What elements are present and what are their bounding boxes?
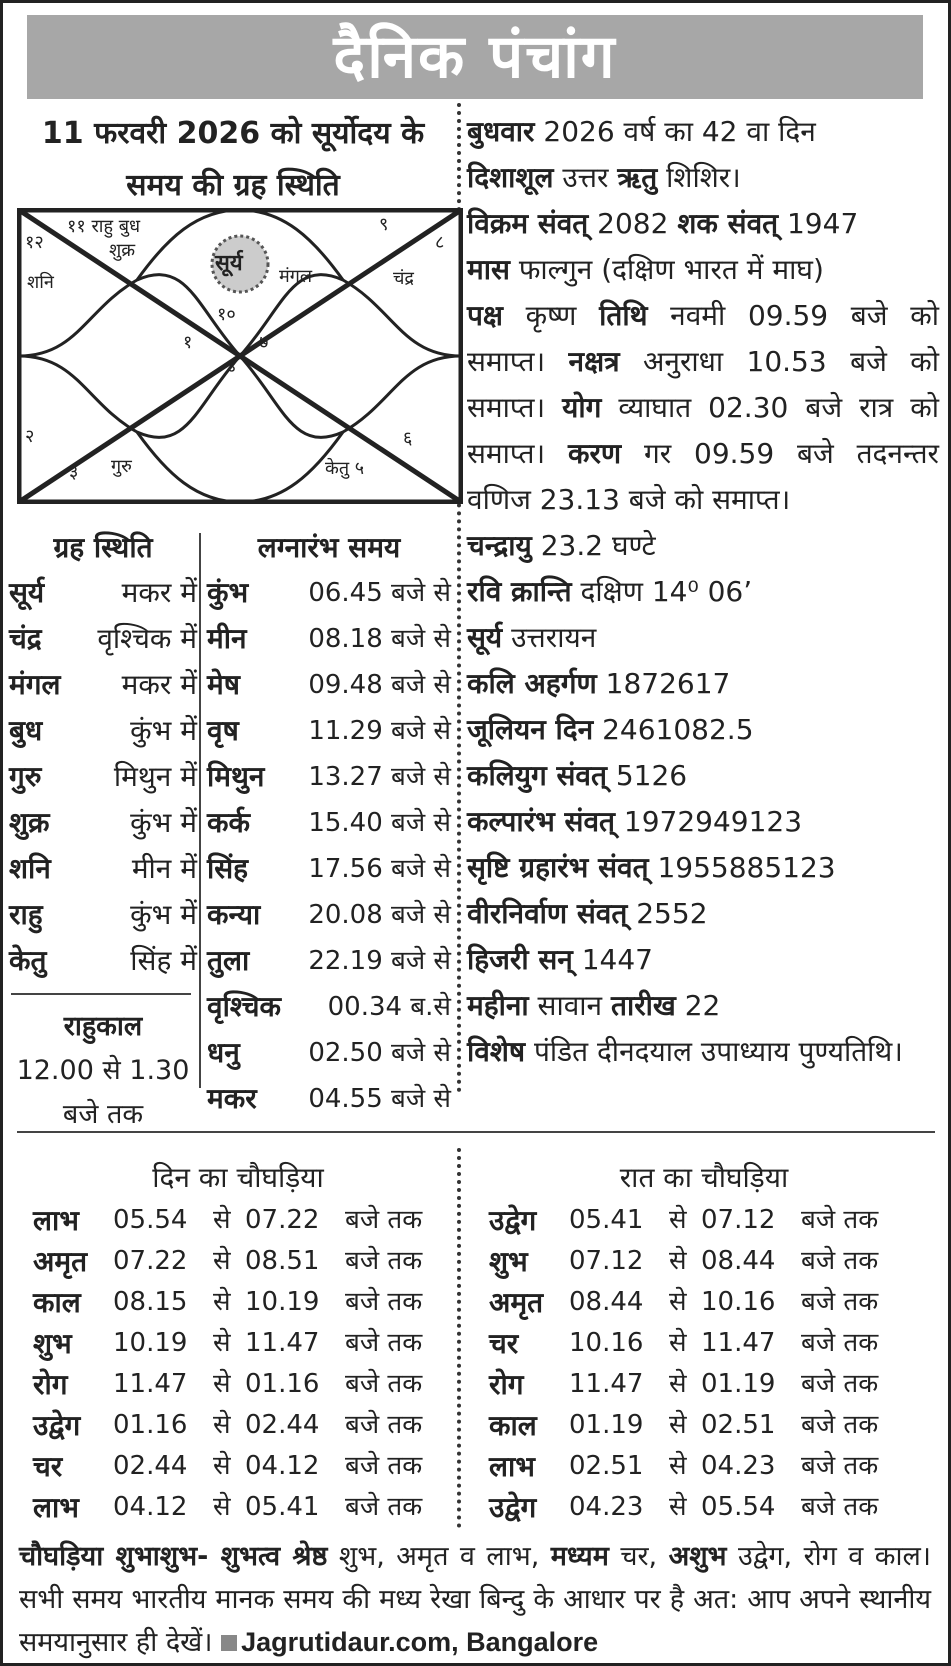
lagna-name: वृश्चिक <box>207 990 282 1023</box>
banner-title: दैनिक पंचांग <box>27 15 923 99</box>
graha-row <box>9 754 197 800</box>
choghadiya-name: काल <box>33 1286 81 1319</box>
baje-tak-label: बजे तक <box>345 1451 423 1481</box>
info-text: जूलियन दिन <box>467 713 594 746</box>
end-time: 01.19 <box>701 1369 776 1399</box>
info-text: करण <box>567 437 622 470</box>
info-text: 1447 <box>572 943 653 976</box>
info-text: मध्यम <box>550 1541 609 1572</box>
baje-tak-label: बजे तक <box>345 1369 423 1399</box>
end-time: 08.51 <box>245 1246 320 1276</box>
end-time: 01.16 <box>245 1369 320 1399</box>
choghadiya-name: काल <box>489 1409 537 1442</box>
choghadiya-name: उद्वेग <box>33 1409 81 1442</box>
lagna-row <box>207 800 451 846</box>
se-label: से <box>669 1205 687 1235</box>
kundali-text: शुक्र <box>109 240 136 261</box>
baje-tak-label: बजे तक <box>801 1451 879 1481</box>
se-label: से <box>669 1287 687 1317</box>
choghadiya-row <box>33 1405 443 1446</box>
se-label: से <box>213 1246 231 1276</box>
lagna-name: मेष <box>207 668 240 701</box>
brand-label: Jagrutidaur.com, Bangalore <box>241 1627 599 1657</box>
choghadiya-name: शुभ <box>489 1245 528 1278</box>
baje-tak-label: बजे तक <box>345 1410 423 1440</box>
kundali-text: ११ राहु बुध <box>67 216 141 237</box>
info-text: तिथि <box>599 299 648 332</box>
baje-tak-label: बजे तक <box>801 1369 879 1399</box>
lagna-time: 08.18 बजे से <box>308 624 451 654</box>
info-text: नक्षत्र <box>568 345 620 378</box>
lagna-name: वृष <box>207 714 239 747</box>
planet-rashi: कुंभ में <box>130 898 197 931</box>
kundali-text: गुरु <box>111 456 132 477</box>
info-text: मास <box>467 253 510 286</box>
end-time: 08.44 <box>701 1246 776 1276</box>
choghadiya-row <box>489 1323 919 1364</box>
rahukal-title: राहुकाल <box>63 1011 143 1042</box>
info-text: रवि क्रान्ति <box>467 575 572 608</box>
choghadiya-name: रोग <box>33 1368 68 1401</box>
table-divider <box>199 533 201 1088</box>
info-text: विक्रम संवत् <box>467 207 589 240</box>
graha-row <box>9 800 197 846</box>
start-time: 10.16 <box>569 1328 644 1358</box>
lagna-row <box>207 708 451 754</box>
planet-name: केतु <box>9 944 47 977</box>
info-text: शक संवत् <box>677 207 779 240</box>
info-text: नवमी 09.59 बजे को समाप्त। <box>467 299 939 378</box>
choghadiya-name: चर <box>489 1327 519 1360</box>
lagna-time: 17.56 बजे से <box>308 854 451 884</box>
kundali-text: १ <box>183 332 193 353</box>
info-text: तारीख <box>611 989 676 1022</box>
lagna-time: 00.34 ब.से <box>327 992 451 1022</box>
info-text: कलि अहर्गण <box>467 667 597 700</box>
choghadiya-name: लाभ <box>489 1450 535 1483</box>
graha-row <box>9 708 197 754</box>
info-text: व्याघात 02.30 बजे रात्र को समाप्त। <box>467 391 939 470</box>
lagna-name: मिथुन <box>207 760 265 793</box>
baje-tak-label: बजे तक <box>345 1328 423 1358</box>
lagna-row <box>207 754 451 800</box>
graha-row <box>9 570 197 616</box>
info-text: चर, <box>608 1541 669 1572</box>
lagna-table <box>207 528 451 1122</box>
lagna-name: कर्क <box>207 806 251 839</box>
info-text: चौघड़िया शुभाशुभ- शुभत्व श्रेष्ठ <box>19 1541 328 1572</box>
end-time: 07.12 <box>701 1205 776 1235</box>
lagna-header: लग्नारंभ समय <box>257 531 401 564</box>
choghadiya-row <box>33 1282 443 1323</box>
rahukal-time: 12.00 से 1.30 <box>16 1055 190 1086</box>
planet-rashi: कुंभ में <box>130 714 197 747</box>
choghadiya-name: लाभ <box>33 1491 79 1524</box>
se-label: से <box>669 1410 687 1440</box>
divider <box>11 993 191 995</box>
baje-tak-label: बजे तक <box>345 1205 423 1235</box>
start-time: 01.19 <box>569 1410 644 1440</box>
choghadiya-row <box>489 1364 919 1405</box>
planet-name: चंद्र <box>9 622 42 655</box>
choghadiya-row <box>489 1200 919 1241</box>
choghadiya-row <box>489 1282 919 1323</box>
info-text: विशेष <box>467 1035 526 1068</box>
lagna-time: 11.29 बजे से <box>308 716 451 746</box>
end-time: 04.12 <box>245 1451 320 1481</box>
start-time: 08.44 <box>569 1287 644 1317</box>
choghadiya-row <box>33 1487 443 1528</box>
start-time: 02.51 <box>569 1451 644 1481</box>
info-text: कलियुग संवत् <box>467 759 607 792</box>
info-text: गर 09.59 बजे तदनन्तर वणिज 23.13 बजे को समाप्त। <box>467 437 939 516</box>
lagna-row <box>207 1030 451 1076</box>
lagna-name: कुंभ <box>207 576 249 609</box>
choghadiya-row <box>33 1241 443 1282</box>
se-label: से <box>669 1328 687 1358</box>
rahukal-box <box>9 1005 197 1137</box>
column-divider <box>457 1148 461 1528</box>
lagna-time: 09.48 बजे से <box>308 670 451 700</box>
start-time: 04.23 <box>569 1492 644 1522</box>
lagna-name: सिंह <box>207 852 249 885</box>
choghadiya-name: रोग <box>489 1368 524 1401</box>
planet-rashi: मीन में <box>131 852 197 885</box>
kundali-text: मंगल <box>279 266 313 287</box>
info-text: ऋतु <box>617 161 658 194</box>
se-label: से <box>213 1451 231 1481</box>
kundali-text: केतु ५ <box>325 458 365 479</box>
lagna-time: 13.27 बजे से <box>308 762 451 792</box>
info-text: उत्तरायन <box>502 621 597 654</box>
info-text: शुभ, अमृत व लाभ, <box>327 1541 551 1572</box>
baje-tak-label: बजे तक <box>801 1205 879 1235</box>
choghadiya-name: उद्वेग <box>489 1204 537 1237</box>
info-text: बुधवार <box>467 115 535 148</box>
info-text: 1872617 <box>596 667 731 700</box>
se-label: से <box>213 1492 231 1522</box>
choghadiya-name: अमृत <box>33 1245 88 1278</box>
start-time: 07.12 <box>569 1246 644 1276</box>
end-time: 10.19 <box>245 1287 320 1317</box>
info-text: योग <box>562 391 602 424</box>
din-choghadiya <box>33 1158 443 1528</box>
se-label: से <box>669 1246 687 1276</box>
baje-tak-label: बजे तक <box>801 1410 879 1440</box>
choghadiya-row <box>489 1487 919 1528</box>
info-text: 2552 <box>627 897 708 930</box>
info-text: 1972949123 <box>615 805 803 838</box>
din-header: दिन का चौघड़िया <box>152 1161 324 1194</box>
lagna-time: 22.19 बजे से <box>308 946 451 976</box>
info-text: हिजरी सन् <box>467 943 573 976</box>
info-text: 1955885123 <box>648 851 836 884</box>
info-text: 2026 वर्ष का 42 वा दिन <box>534 115 816 148</box>
graha-row <box>9 662 197 708</box>
se-label: से <box>213 1205 231 1235</box>
kundali-text: १० <box>217 304 236 325</box>
end-time: 07.22 <box>245 1205 320 1235</box>
info-text: 5126 <box>606 759 688 792</box>
se-label: से <box>669 1451 687 1481</box>
se-label: से <box>669 1492 687 1522</box>
lagna-time: 20.08 बजे से <box>308 900 451 930</box>
planet-name: गुरु <box>9 760 42 793</box>
start-time: 11.47 <box>113 1369 188 1399</box>
kundali-text: २ <box>25 426 35 447</box>
end-time: 05.41 <box>245 1492 320 1522</box>
info-text: महीना <box>467 989 529 1022</box>
graha-row <box>9 616 197 662</box>
info-text: 1947 <box>778 207 859 240</box>
kundali-text: चंद्र <box>393 268 414 289</box>
choghadiya-row <box>33 1200 443 1241</box>
info-text: 2461082.5 <box>593 713 754 746</box>
info-text: वीरनिर्वाण संवत् <box>467 897 628 930</box>
lagna-row <box>207 662 451 708</box>
kundali-chart <box>17 208 463 504</box>
lagna-row <box>207 570 451 616</box>
start-time: 04.12 <box>113 1492 188 1522</box>
lagna-name: तुला <box>207 944 250 977</box>
info-text: सावान <box>528 989 611 1022</box>
graha-row <box>9 846 197 892</box>
square-icon <box>221 1635 237 1651</box>
graha-header: ग्रह स्थिति <box>53 531 153 564</box>
info-text: 22 <box>675 989 721 1022</box>
info-text: चन्द्रायु <box>467 529 532 562</box>
raat-choghadiya <box>489 1158 919 1528</box>
end-time: 05.54 <box>701 1492 776 1522</box>
graha-row <box>9 938 197 984</box>
planet-rashi: सिंह में <box>130 944 197 977</box>
se-label: से <box>213 1287 231 1317</box>
kundali-text: सूर्य <box>215 251 243 276</box>
planet-rashi: कुंभ में <box>130 806 197 839</box>
baje-tak-label: बजे तक <box>345 1246 423 1276</box>
lagna-row <box>207 892 451 938</box>
info-text: कल्पारंभ संवत् <box>467 805 616 838</box>
lagna-row <box>207 616 451 662</box>
kundali-text: १२ <box>25 232 44 253</box>
lagna-time: 15.40 बजे से <box>308 808 451 838</box>
baje-tak-label: बजे तक <box>801 1287 879 1317</box>
kundali-text: शनि <box>27 272 54 293</box>
lagna-time: 02.50 बजे से <box>308 1038 451 1068</box>
end-time: 04.23 <box>701 1451 776 1481</box>
planet-name: बुध <box>9 714 43 747</box>
lagna-row <box>207 984 451 1030</box>
choghadiya-name: चर <box>33 1450 63 1483</box>
end-time: 11.47 <box>701 1328 776 1358</box>
kundali-text: ८ <box>435 232 445 253</box>
lagna-name: धनु <box>207 1036 240 1069</box>
footer-note <box>19 1535 931 1664</box>
choghadiya-row <box>489 1446 919 1487</box>
kundali-text: ४ <box>227 356 237 377</box>
raat-header: रात का चौघड़िया <box>619 1161 789 1194</box>
info-text: शिशिर। <box>657 161 741 194</box>
info-text: दिशाशूल <box>467 161 554 194</box>
choghadiya-row <box>489 1241 919 1282</box>
start-time: 07.22 <box>113 1246 188 1276</box>
baje-tak-label: बजे तक <box>345 1492 423 1522</box>
end-time: 02.44 <box>245 1410 320 1440</box>
info-text: 2082 <box>588 207 678 240</box>
section-divider <box>17 1131 935 1133</box>
info-text: उद्वेग, रोग व काल। सभी समय भारतीय मानक समय की मध्य रेखा बिन्दु के आधार पर है अत: आप अपने स्थानीय समयानुसार ही देखें। <box>19 1541 932 1658</box>
kundali-text: ६ <box>403 428 413 449</box>
info-text: अनुराधा 10.53 बजे को समाप्त। <box>467 345 939 424</box>
info-text: कृष्ण <box>502 299 600 332</box>
info-text: दक्षिण 14⁰ 06’ <box>571 575 753 608</box>
info-text: पक्ष <box>467 299 503 332</box>
lagna-name: मीन <box>207 622 247 655</box>
info-text: सृष्टि ग्रहारंभ संवत् <box>467 851 649 884</box>
baje-tak-label: बजे तक <box>801 1246 879 1276</box>
baje-tak-label: बजे तक <box>801 1492 879 1522</box>
start-time: 08.15 <box>113 1287 188 1317</box>
lagna-time: 06.45 बजे से <box>308 578 451 608</box>
info-text: उत्तर <box>553 161 618 194</box>
lagna-time: 04.55 बजे से <box>308 1084 451 1114</box>
choghadiya-row <box>33 1446 443 1487</box>
se-label: से <box>669 1369 687 1399</box>
choghadiya-name: शुभ <box>33 1327 72 1360</box>
start-time: 10.19 <box>113 1328 188 1358</box>
kundali-text: ९ <box>379 214 389 235</box>
end-time: 11.47 <box>245 1328 320 1358</box>
baje-tak-label: बजे तक <box>801 1328 879 1358</box>
info-text: अशुभ <box>668 1541 727 1572</box>
start-time: 02.44 <box>113 1451 188 1481</box>
planet-name: मंगल <box>9 668 61 701</box>
lagna-name: कन्या <box>207 898 261 931</box>
se-label: से <box>213 1328 231 1358</box>
planet-rashi: मकर में <box>121 668 197 701</box>
planet-name: सूर्य <box>9 576 45 609</box>
info-text: 23.2 घण्टे <box>531 529 656 562</box>
lagna-row <box>207 1076 451 1122</box>
planet-rashi: मिथुन में <box>113 760 197 793</box>
end-time: 10.16 <box>701 1287 776 1317</box>
choghadiya-row <box>489 1405 919 1446</box>
planet-name: शुक्र <box>9 806 50 839</box>
info-text: पंडित दीनदयाल उपाध्याय पुण्यतिथि। <box>525 1035 903 1068</box>
choghadiya-row <box>33 1364 443 1405</box>
start-time: 01.16 <box>113 1410 188 1440</box>
lagna-row <box>207 846 451 892</box>
choghadiya-name: उद्वेग <box>489 1491 537 1524</box>
lagna-row <box>207 938 451 984</box>
chart-header: 11 फरवरी 2026 को सूर्योदय के समय की ग्रह स्थिति <box>41 116 425 203</box>
baje-tak-label: बजे तक <box>345 1287 423 1317</box>
planet-name: शनि <box>9 852 51 885</box>
lagna-name: मकर <box>207 1082 257 1115</box>
info-text: सूर्य <box>467 621 503 654</box>
panchang-info <box>467 109 939 1075</box>
planet-name: राहु <box>9 898 43 931</box>
kundali-text: ३ <box>69 462 79 483</box>
start-time: 05.54 <box>113 1205 188 1235</box>
rahukal-end: बजे तक <box>62 1099 144 1130</box>
graha-row <box>9 892 197 938</box>
start-time: 05.41 <box>569 1205 644 1235</box>
se-label: से <box>213 1369 231 1399</box>
info-text: फाल्गुन (दक्षिण भारत में माघ) <box>509 253 824 286</box>
end-time: 02.51 <box>701 1410 776 1440</box>
choghadiya-row <box>33 1323 443 1364</box>
se-label: से <box>213 1410 231 1440</box>
choghadiya-name: लाभ <box>33 1204 79 1237</box>
graha-table <box>9 528 197 984</box>
start-time: 11.47 <box>569 1369 644 1399</box>
choghadiya-name: अमृत <box>489 1286 544 1319</box>
planet-rashi: मकर में <box>121 576 197 609</box>
planet-rashi: वृश्चिक में <box>97 622 197 655</box>
kundali-text: ७ <box>259 332 269 353</box>
